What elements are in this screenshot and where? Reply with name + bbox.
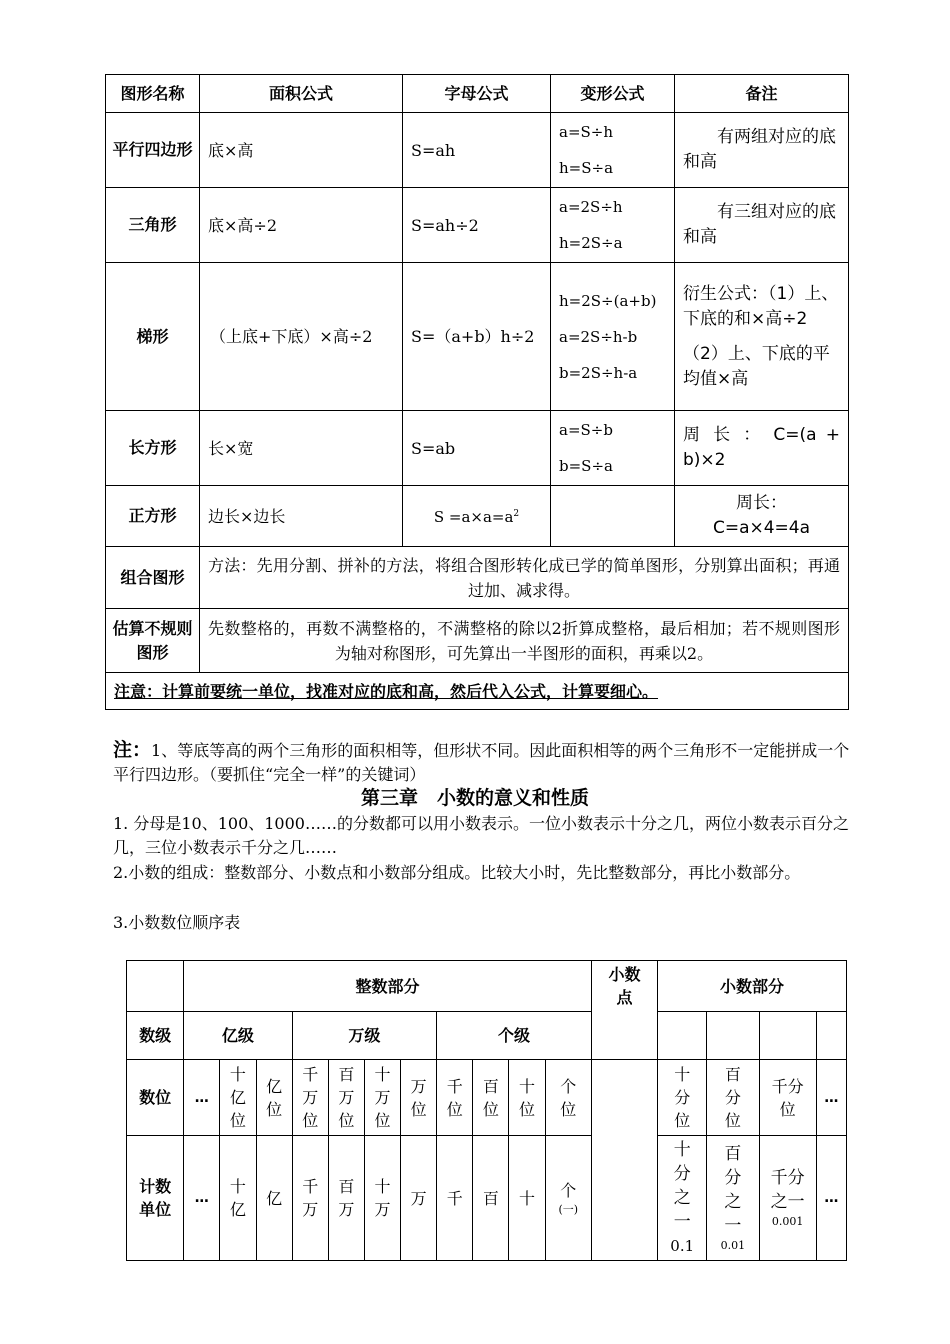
place-ten-thousand: 万位 — [410, 1076, 427, 1119]
attention-text: 注意：计算前要统一单位，找准对应的底和高，然后代入公式，计算要细心。 — [114, 681, 659, 701]
header-letter-formula: 字母公式 — [403, 75, 551, 113]
place-cell — [545, 1060, 591, 1136]
place-label: 数位 — [127, 1060, 184, 1136]
variant-formula: a=2S÷h — [559, 198, 623, 216]
unit-cell — [220, 1136, 256, 1261]
note-text: 1、等底等高的两个三角形的面积相等，但形状不同。因此面积相等的两个三角形不一定能拼成一个平行四边形。（要抓住“完全一样”的关键词） — [113, 741, 850, 784]
table-row — [106, 188, 849, 263]
area-formula: 底×高÷2 — [200, 188, 403, 263]
place-thousandths: 千分位 — [771, 1076, 804, 1119]
unit-cell — [401, 1136, 437, 1261]
place-hundred-million: 亿位 — [266, 1076, 283, 1119]
unit-cell — [509, 1136, 545, 1261]
integer-part-header: 整数部分 — [184, 961, 592, 1012]
unit-cell — [658, 1136, 707, 1261]
unit-cell — [545, 1136, 591, 1261]
paragraph: 1. 分母是10、100、1000……的分数都可以用小数表示。一位小数表示十分之几，两位小数表示百分之几，三位小数表示千分之几…… — [113, 814, 849, 857]
place-cell — [328, 1060, 364, 1136]
place-ten-billion: 十亿位 — [229, 1065, 246, 1130]
unit-cell — [437, 1136, 473, 1261]
letter-formula: S=ab — [403, 411, 551, 486]
place-ellipsis: … — [184, 1060, 220, 1136]
unit-hundred-million: 亿 — [266, 1188, 283, 1208]
place-cell — [658, 1060, 707, 1136]
empty-cell — [707, 1012, 759, 1060]
shape-name: 梯形 — [106, 263, 200, 411]
place-tenths: 十分位 — [674, 1065, 691, 1130]
place-ellipsis: … — [816, 1060, 846, 1136]
place-cell — [220, 1060, 256, 1136]
unit-ten: 十 — [519, 1188, 536, 1208]
attention-note — [106, 673, 849, 710]
empty-cell — [127, 961, 184, 1012]
unit-million: 百万 — [338, 1177, 355, 1219]
place-cell — [256, 1060, 292, 1136]
level-label: 数级 — [127, 1012, 184, 1060]
unit-thousand: 千 — [446, 1188, 463, 1208]
table-row — [106, 411, 849, 486]
note-paragraph — [113, 738, 863, 787]
shape-name: 估算不规则图形 — [106, 609, 200, 673]
unit-hundredth: 百分之一 — [724, 1144, 742, 1236]
paragraph: 3.小数数位顺序表 — [113, 913, 241, 932]
level-wan: 万级 — [292, 1012, 437, 1060]
unit-tenth: 十分之一 — [673, 1140, 691, 1232]
place-ten: 十位 — [519, 1076, 536, 1119]
unit-ten-billion: 十亿 — [229, 1177, 246, 1219]
place-cell — [509, 1060, 545, 1136]
variant-formula: h=2S÷a — [559, 234, 623, 252]
table-header-row — [106, 75, 849, 113]
unit-cell — [473, 1136, 509, 1261]
variant-formulas — [551, 486, 675, 547]
unit-cell — [328, 1136, 364, 1261]
shape-name: 三角形 — [106, 188, 200, 263]
combined-method: 方法：先用分割、拼补的方法，将组合图形转化成已学的简单图形，分别算出面积；再通过加、减求得。 — [200, 547, 849, 609]
note-label: 注： — [113, 739, 152, 761]
empty-cell — [759, 1012, 816, 1060]
empty-cell — [658, 1012, 707, 1060]
unit-cell — [707, 1136, 759, 1261]
header-variant-formula: 变形公式 — [551, 75, 675, 113]
unit-thousandth-value: 0.001 — [771, 1215, 804, 1228]
shape-name: 组合图形 — [106, 547, 200, 609]
place-million: 百万位 — [338, 1065, 355, 1130]
area-formula-table — [105, 74, 849, 710]
table-row — [127, 1136, 847, 1261]
place-cell — [707, 1060, 759, 1136]
decimal-part-header: 小数部分 — [658, 961, 847, 1012]
place-cell — [292, 1060, 328, 1136]
variant-formulas — [551, 411, 675, 486]
shape-name: 正方形 — [106, 486, 200, 547]
unit-hundred: 百 — [482, 1188, 499, 1208]
remark: 周 长 ： C=(a + b)×2 — [675, 411, 849, 486]
header-remark: 备注 — [675, 75, 849, 113]
unit-hundred-thousand: 十万 — [374, 1177, 391, 1219]
table-row — [127, 961, 847, 1012]
decimal-point-label: 小数点 — [608, 965, 641, 1007]
place-one: 个位 — [560, 1076, 577, 1119]
table-row — [106, 609, 849, 673]
unit-one-value: (一) — [558, 1202, 579, 1216]
table-row — [106, 263, 849, 411]
place-cell — [437, 1060, 473, 1136]
unit-cell — [759, 1136, 816, 1261]
unit-label — [127, 1136, 184, 1261]
letter-formula: S=ah÷2 — [403, 188, 551, 263]
place-thousand: 千位 — [446, 1076, 463, 1119]
remark-line: C=a×4=4a — [712, 518, 811, 538]
remark — [675, 486, 849, 547]
shape-name: 平行四边形 — [106, 113, 200, 188]
unit-hundredth-value: 0.01 — [720, 1239, 746, 1252]
place-hundredths: 百分位 — [724, 1065, 741, 1130]
unit-cell — [292, 1136, 328, 1261]
place-cell — [364, 1060, 400, 1136]
variant-formula: h=S÷a — [559, 159, 614, 177]
irregular-method: 先数整格的，再数不满整格的，不满整格的除以2折算成整格，最后相加；若不规则图形为轴对称图形，可先算出一半图形的面积，再乘以2。 — [200, 609, 849, 673]
level-yi: 亿级 — [184, 1012, 292, 1060]
empty-cell — [816, 1012, 846, 1060]
unit-label-text: 计数单位 — [139, 1177, 172, 1219]
unit-ten-thousand: 万 — [410, 1188, 427, 1208]
table-row — [127, 1012, 847, 1060]
table-row — [127, 1060, 847, 1136]
area-formula: 边长×边长 — [200, 486, 403, 547]
place-cell — [759, 1060, 816, 1136]
variant-formula: h=2S÷(a+b) — [559, 291, 657, 310]
remark: 有三组对应的底和高 — [675, 188, 849, 263]
area-formula: 长×宽 — [200, 411, 403, 486]
table-row — [106, 547, 849, 609]
unit-cell — [364, 1136, 400, 1261]
table-row — [106, 113, 849, 188]
paragraph: 2.小数的组成：整数部分、小数点和小数部分组成。比较大小时，先比整数部分，再比小数部分。 — [113, 863, 801, 882]
decimal-point-header — [591, 961, 657, 1060]
remark-line: 周长： — [736, 493, 787, 513]
letter-formula-exponent: 2 — [513, 509, 520, 519]
chapter-title: 第三章 小数的意义和性质 — [360, 787, 589, 809]
decimal-point-column — [591, 1060, 657, 1261]
variant-formula: b=2S÷h-a — [559, 363, 638, 382]
area-formula: 底×高 — [200, 113, 403, 188]
header-area-formula: 面积公式 — [200, 75, 403, 113]
remark-line: 衍生公式：（1）上、下底的和×高÷2 — [683, 283, 839, 329]
remark — [675, 263, 849, 411]
place-hundred: 百位 — [482, 1076, 499, 1119]
shape-name: 长方形 — [106, 411, 200, 486]
place-ten-million: 千万位 — [302, 1065, 319, 1130]
place-hundred-thousand: 十万位 — [374, 1065, 391, 1130]
remark: 有两组对应的底和高 — [675, 113, 849, 188]
variant-formulas — [551, 113, 675, 188]
area-formula: （上底+下底）×高÷2 — [200, 263, 403, 411]
unit-ellipsis: … — [184, 1136, 220, 1261]
level-ge: 个级 — [437, 1012, 592, 1060]
place-cell — [473, 1060, 509, 1136]
unit-tenth-value: 0.1 — [670, 1237, 695, 1255]
table-row — [106, 486, 849, 547]
unit-ellipsis: … — [816, 1136, 846, 1261]
table-row — [106, 673, 849, 710]
letter-formula — [403, 486, 551, 547]
unit-cell — [256, 1136, 292, 1261]
remark-line: （2）上、下底的平均值×高 — [683, 343, 830, 389]
variant-formula: b=S÷a — [559, 457, 613, 475]
variant-formula: a=2S÷h-b — [559, 327, 638, 346]
variant-formulas — [551, 263, 675, 411]
letter-formula: S=（a+b）h÷2 — [403, 263, 551, 411]
unit-ten-million: 千万 — [302, 1177, 319, 1219]
unit-thousandth: 千分之一 — [770, 1168, 805, 1212]
header-shape-name: 图形名称 — [106, 75, 200, 113]
letter-formula-base: S =a×a=a — [433, 508, 514, 526]
letter-formula: S=ah — [403, 113, 551, 188]
variant-formula: a=S÷b — [559, 421, 613, 439]
variant-formula: a=S÷h — [559, 123, 614, 141]
decimal-place-value-table — [126, 960, 847, 1261]
place-cell — [401, 1060, 437, 1136]
unit-one: 个 — [560, 1180, 577, 1200]
variant-formulas — [551, 188, 675, 263]
